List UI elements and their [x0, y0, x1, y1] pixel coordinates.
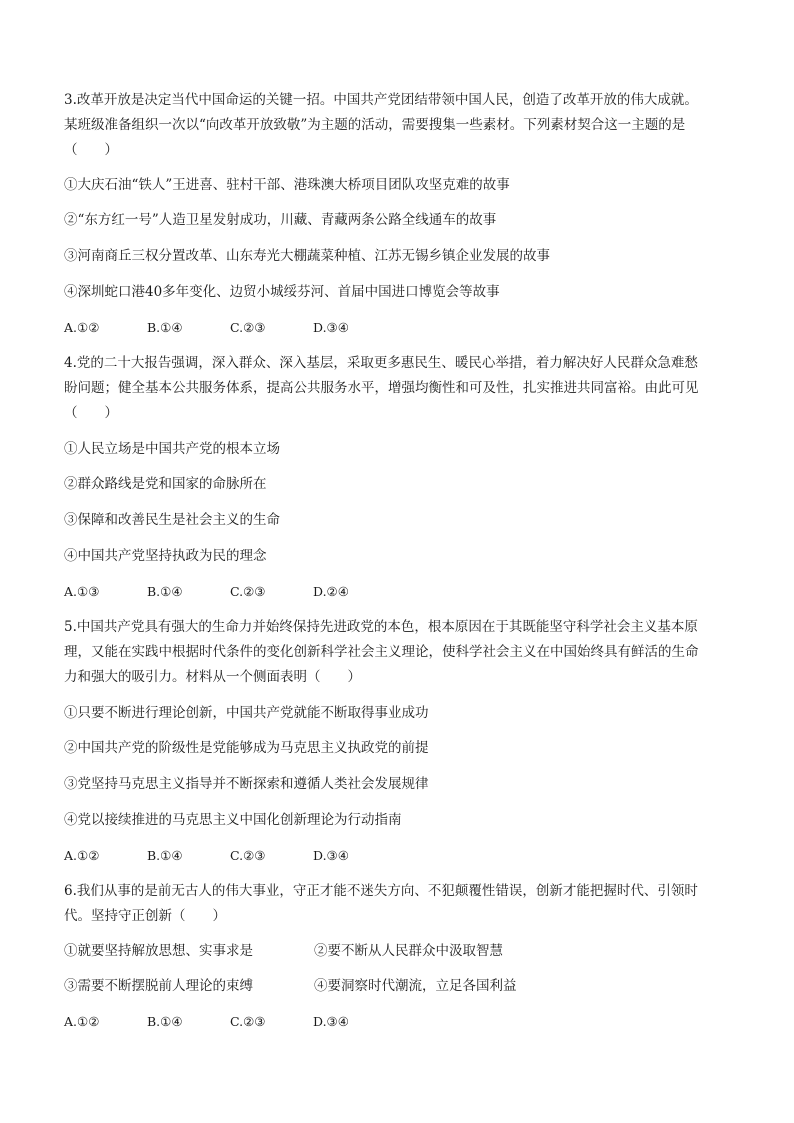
question-3-option-1: ①大庆石油“铁人”王进喜、驻村干部、港珠澳大桥项目团队攻坚克难的故事: [64, 177, 510, 193]
question-6-option-1: ①就要坚持解放思想、实事求是: [64, 943, 253, 959]
question-6-stem-line-2: 代。坚持守正创新（ ）: [64, 908, 226, 924]
question-6-options-row-2: [64, 976, 564, 996]
question-6: [64, 879, 734, 929]
question-5-choice-d: D.③④: [313, 848, 349, 863]
question-3-choice-a: A.①②: [64, 320, 100, 335]
question-5-choice-a: A.①②: [64, 848, 100, 863]
question-6-choice-d: D.③④: [313, 1014, 349, 1029]
question-4-stem-line-1: 4.党的二十大报告强调，深入群众、深入基层，采取更多惠民生、暖民心举措，着力解决好人民群众急难愁: [64, 355, 698, 371]
question-4-option-4: ④中国共产党坚持执政为民的理念: [64, 548, 267, 564]
question-4-answer-choices: [64, 582, 349, 602]
question-4-option-3: ③保障和改善民生是社会主义的生命: [64, 512, 280, 528]
question-6-option-3: ③需要不断摆脱前人理论的束缚: [64, 978, 253, 994]
question-6-option-4: ④要洞察时代潮流，立足各国利益: [314, 978, 517, 994]
question-4-choice-b: B.①④: [147, 584, 183, 599]
question-4-option-2: ②群众路线是党和国家的命脉所在: [64, 476, 267, 492]
question-6-stem-line-1: 6.我们从事的是前无古人的伟大事业，守正才能不迷失方向、不犯颠覆性错误，创新才能把握时代、引领时: [64, 883, 698, 899]
question-5-stem-line-3: 力和强大的吸引力。材料从一个侧面表明（ ）: [64, 669, 361, 685]
question-6-choice-b: B.①④: [147, 1014, 183, 1029]
question-3-answer-choices: [64, 318, 349, 338]
question-3-stem-line-2: 某班级准备组织一次以“向改革开放致敬”为主题的活动，需要搜集一些素材。下列素材契合这一主题的是: [64, 117, 686, 133]
question-5-option-2: ②中国共产党的阶级性是党能够成为马克思主义执政党的前提: [64, 740, 429, 756]
question-5: [64, 615, 734, 690]
question-3-choice-b: B.①④: [147, 320, 183, 335]
question-5-choice-c: C.②③: [230, 848, 266, 863]
question-4-choice-d: D.②④: [313, 584, 349, 599]
question-4-choice-a: A.①③: [64, 584, 100, 599]
question-3-option-4: ④深圳蛇口港40多年变化、边贸小城绥芬河、首届中国进口博览会等故事: [64, 284, 500, 300]
question-4-option-1: ①人民立场是中国共产党的根本立场: [64, 441, 280, 457]
question-3-stem-line-1: 3.改革开放是决定当代中国命运的关键一招。中国共产党团结带领中国人民，创造了改革开放的伟大成就。: [64, 92, 698, 108]
question-5-stem-line-1: 5.中国共产党具有强大的生命力并始终保持先进政党的本色，根本原因在于其既能坚守科学社会主义基本原: [64, 619, 698, 635]
question-6-answer-choices: [64, 1012, 349, 1032]
question-4: [64, 351, 734, 426]
question-6-choice-a: A.①②: [64, 1014, 100, 1029]
question-3-option-3: ③河南商丘三权分置改革、山东寿光大棚蔬菜种植、江苏无锡乡镇企业发展的故事: [64, 248, 550, 264]
question-3-choice-c: C.②③: [230, 320, 266, 335]
question-4-answer-blank: （ ）: [64, 405, 118, 421]
question-3-option-2: ②“东方红一号”人造卫星发射成功，川藏、青藏两条公路全线通车的故事: [64, 212, 497, 228]
question-3: [64, 88, 734, 163]
question-5-option-1: ①只要不断进行理论创新，中国共产党就能不断取得事业成功: [64, 705, 429, 721]
question-5-stem-line-2: 理，又能在实践中根据时代条件的变化创新科学社会主义理论，使科学社会主义在中国始终具有鲜活的生命: [64, 644, 699, 660]
question-6-choice-c: C.②③: [230, 1014, 266, 1029]
question-5-answer-choices: [64, 846, 349, 866]
question-6-options-row-1: [64, 941, 564, 961]
question-4-stem-line-2: 盼问题；健全基本公共服务体系，提高公共服务水平，增强均衡性和可及性，扎实推进共同富裕。由此可见: [64, 380, 699, 396]
question-3-answer-blank: （ ）: [64, 142, 118, 158]
question-5-option-3: ③党坚持马克思主义指导并不断探索和遵循人类社会发展规律: [64, 776, 429, 792]
question-6-option-2: ②要不断从人民群众中汲取智慧: [314, 943, 503, 959]
question-5-choice-b: B.①④: [147, 848, 183, 863]
question-3-choice-d: D.③④: [313, 320, 349, 335]
question-4-choice-c: C.②③: [230, 584, 266, 599]
question-5-option-4: ④党以接续推进的马克思主义中国化创新理论为行动指南: [64, 812, 402, 828]
